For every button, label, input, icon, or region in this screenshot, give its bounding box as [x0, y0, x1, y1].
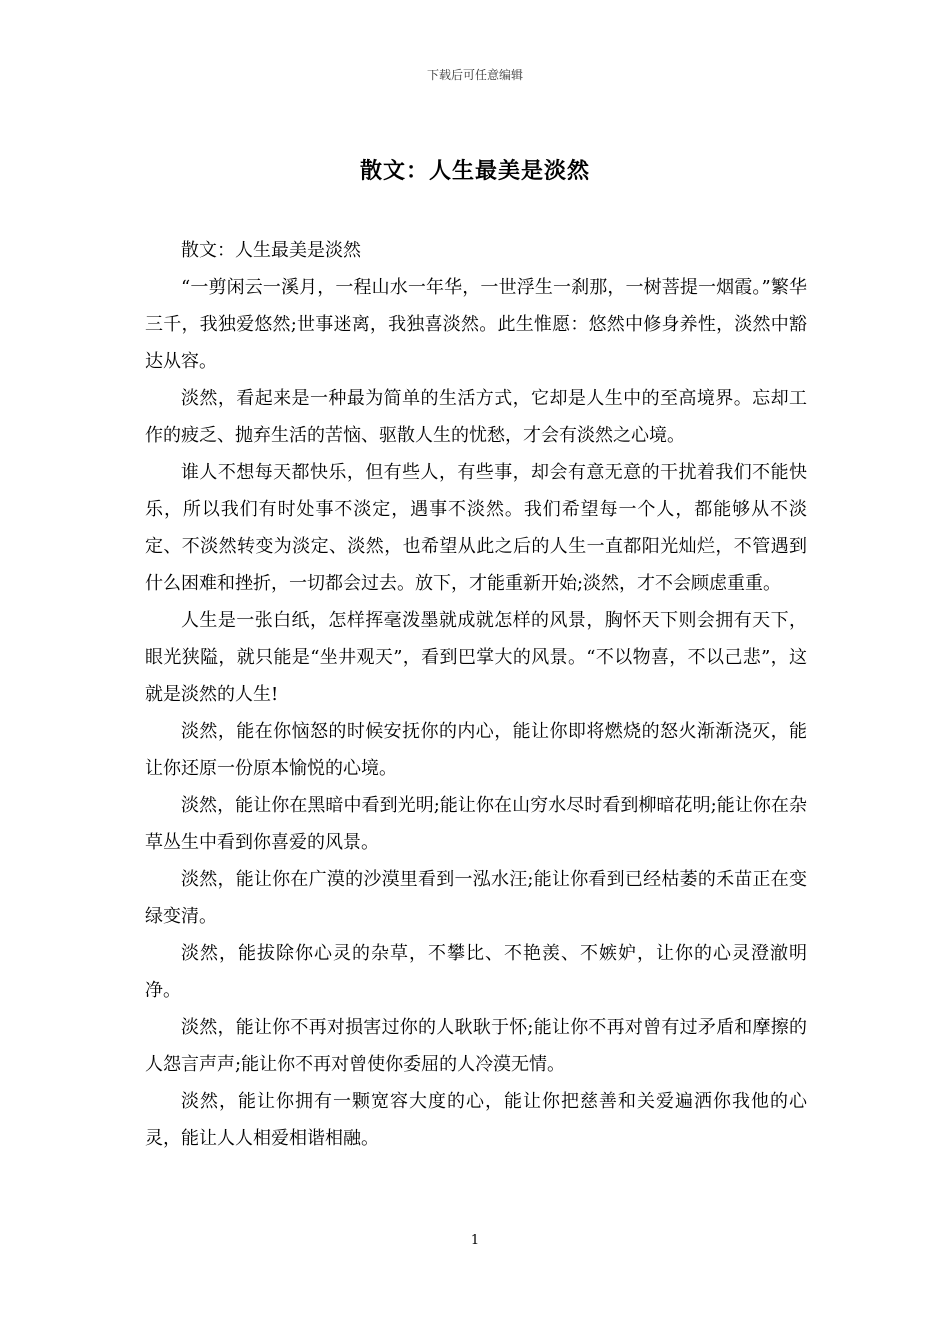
paragraph-subtitle: 散文：人生最美是淡然 — [181, 240, 361, 261]
paragraph: 淡然，能让你在广漠的沙漠里看到一泓水汪;能让你看到已经枯萎的禾苗正在变绿变清。 — [145, 869, 807, 927]
paragraph: 淡然，看起来是一种最为简单的生活方式，它却是人生中的至高境界。忘却工作的疲乏、抛弃生活的苦恼、驱散人生的忧愁，才会有淡然之心境。 — [145, 388, 807, 446]
document-title: 散文：人生最美是淡然 — [359, 158, 590, 184]
document-body — [145, 232, 807, 1157]
page-number: 1 — [470, 1233, 480, 1248]
paragraph: 人生是一张白纸，怎样挥毫泼墨就成就怎样的风景，胸怀天下则会拥有天下，眼光狭隘，就只能是“坐井观天”，看到巴掌大的风景。“不以物喜，不以己悲”，这就是淡然的人生! — [145, 610, 807, 705]
paragraph: 淡然，能让你不再对损害过你的人耿耿于怀;能让你不再对曾有过矛盾和摩擦的人怨言声声;能让你不再对曾使你委屈的人冷漠无情。 — [145, 1017, 807, 1075]
paragraph-quote: “一剪闲云一溪月，一程山水一年华，一世浮生一刹那，一树菩提一烟霞。”繁华三千，我独爱悠然;世事迷离，我独喜淡然。此生惟愿：悠然中修身养性，淡然中豁达从容。 — [145, 277, 807, 372]
paragraph: 淡然，能拔除你心灵的杂草，不攀比、不艳羡、不嫉妒，让你的心灵澄澈明净。 — [145, 943, 807, 1001]
paragraph: 淡然，能让你在黑暗中看到光明;能让你在山穷水尽时看到柳暗花明;能让你在杂草丛生中看到你喜爱的风景。 — [145, 795, 807, 853]
paragraph: 淡然，能让你拥有一颗宽容大度的心，能让你把慈善和关爱遍洒你我他的心灵，能让人人相爱相谐相融。 — [145, 1091, 807, 1149]
paragraph: 淡然，能在你恼怒的时候安抚你的内心，能让你即将燃烧的怒火渐渐浇灭，能让你还原一份原本愉悦的心境。 — [145, 721, 807, 779]
header-note: 下载后可任意编辑 — [426, 68, 523, 82]
paragraph: 谁人不想每天都快乐，但有些人，有些事，却会有意无意的干扰着我们不能快乐，所以我们有时处事不淡定，遇事不淡然。我们希望每一个人，都能够从不淡定、不淡然转变为淡定、淡然，也希望从此之后的人生一直都阳光灿烂，不管遇到什么困难和挫折，一切都会过去。放下，才能重新开始;淡然，才不会顾虑重重。 — [145, 462, 807, 594]
